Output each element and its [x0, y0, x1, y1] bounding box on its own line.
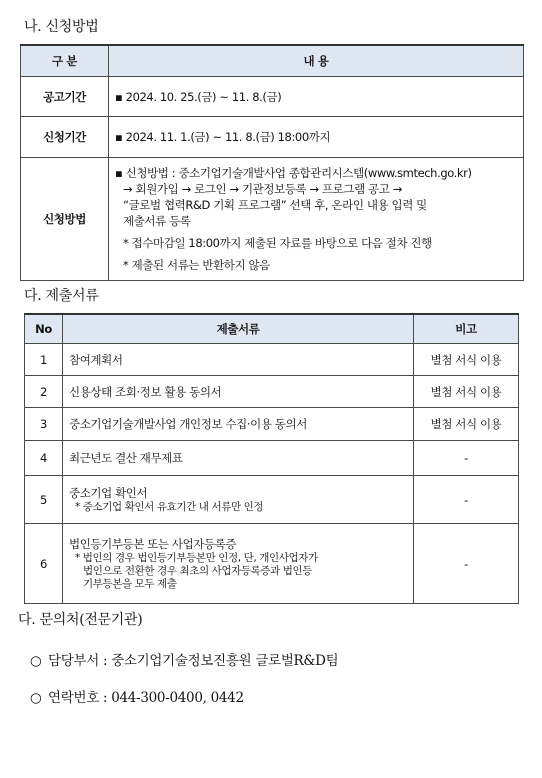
- document-name: 법인등기부등본 또는 사업자등록증: [69, 537, 237, 551]
- table-row: [25, 376, 519, 408]
- method-note: * 접수마감일 18:00까지 제출된 자료를 바탕으로 다음 절차 진행: [123, 236, 432, 250]
- table-row: [21, 77, 524, 117]
- row-number: 2: [25, 376, 63, 408]
- section-heading-required-documents: 다. 제출서류: [24, 288, 99, 304]
- document-note: 기부등본을 모두 제출: [83, 578, 177, 590]
- document-remark: 별첨 서식 이용: [414, 376, 519, 408]
- document-name: 참여계획서: [63, 344, 414, 376]
- table-row: [25, 344, 519, 376]
- document-remark: 별첨 서식 이용: [414, 344, 519, 376]
- contact-phone: [30, 686, 244, 706]
- document-remark: -: [414, 441, 519, 476]
- table-row: [25, 441, 519, 476]
- application-method-value: [109, 158, 524, 281]
- document-note: 법인으로 전환한 경우 최초의 사업자등록증과 법인등: [83, 565, 313, 577]
- table-row: [25, 476, 519, 524]
- phone-text: 연락번호 : 044-300-0400, 0442: [48, 690, 244, 706]
- method-line: 제출서류 등록: [123, 214, 191, 228]
- column-header-category: 구 분: [21, 45, 109, 77]
- row-label-announcement-period: 공고기간: [21, 77, 109, 117]
- column-header-content: 내 용: [109, 45, 524, 77]
- circle-bullet-icon: ○: [30, 690, 42, 706]
- document-note: * 중소기업 확인서 유효기간 내 서류만 인정: [75, 501, 264, 513]
- document-name: 최근년도 결산 재무제표: [63, 441, 414, 476]
- contact-department: [30, 649, 338, 669]
- row-number: 3: [25, 408, 63, 441]
- document-remark: -: [414, 476, 519, 524]
- method-line: → 회원가입 → 로그인 → 기관정보등록 → 프로그램 공고 →: [123, 182, 402, 196]
- table-header-row: [21, 45, 524, 77]
- column-header-documents: 제출서류: [63, 314, 414, 344]
- document-cell: [63, 476, 414, 524]
- document-remark: 별첨 서식 이용: [414, 408, 519, 441]
- document-cell: [63, 524, 414, 604]
- method-line: ▪ 신청방법 : 중소기업기술개발사업 종합관리시스템(www.smtech.go.kr): [115, 166, 472, 180]
- row-label-application-period: 신청기간: [21, 117, 109, 158]
- method-note: * 제출된 서류는 반환하지 않음: [123, 258, 270, 272]
- row-label-application-method: 신청방법: [21, 158, 109, 281]
- row-number: 4: [25, 441, 63, 476]
- row-number: 6: [25, 524, 63, 604]
- table-header-row: [25, 314, 519, 344]
- required-documents-table: [24, 313, 519, 604]
- table-row: [21, 117, 524, 158]
- application-period-value: ▪ 2024. 11. 1.(금) ~ 11. 8.(금) 18:00까지: [109, 117, 524, 158]
- document-note: * 법인의 경우 법인등기부등본만 인정, 단, 개인사업자가: [75, 552, 318, 564]
- row-number: 1: [25, 344, 63, 376]
- section-heading-contact: 다. 문의처(전문기관): [18, 612, 143, 628]
- table-row: [25, 524, 519, 604]
- circle-bullet-icon: ○: [30, 653, 42, 669]
- document-name: 중소기업 확인서: [69, 486, 148, 500]
- table-row: [21, 158, 524, 281]
- column-header-remarks: 비고: [414, 314, 519, 344]
- application-method-table: [20, 44, 524, 281]
- section-heading-application-method: 나. 신청방법: [24, 19, 99, 35]
- department-text: 담당부서 : 중소기업기술정보진흥원 글로벌R&D팀: [48, 653, 339, 669]
- document-remark: -: [414, 524, 519, 604]
- column-header-no: No: [25, 314, 63, 344]
- table-row: [25, 408, 519, 441]
- document-name: 신용상태 조회·정보 활용 동의서: [63, 376, 414, 408]
- announcement-period-value: ▪ 2024. 10. 25.(금) ~ 11. 8.(금): [109, 77, 524, 117]
- row-number: 5: [25, 476, 63, 524]
- document-name: 중소기업기술개발사업 개인정보 수집·이용 동의서: [63, 408, 414, 441]
- method-line: “글로벌 협력R&D 기획 프로그램” 선택 후, 온라인 내용 입력 및: [123, 198, 427, 212]
